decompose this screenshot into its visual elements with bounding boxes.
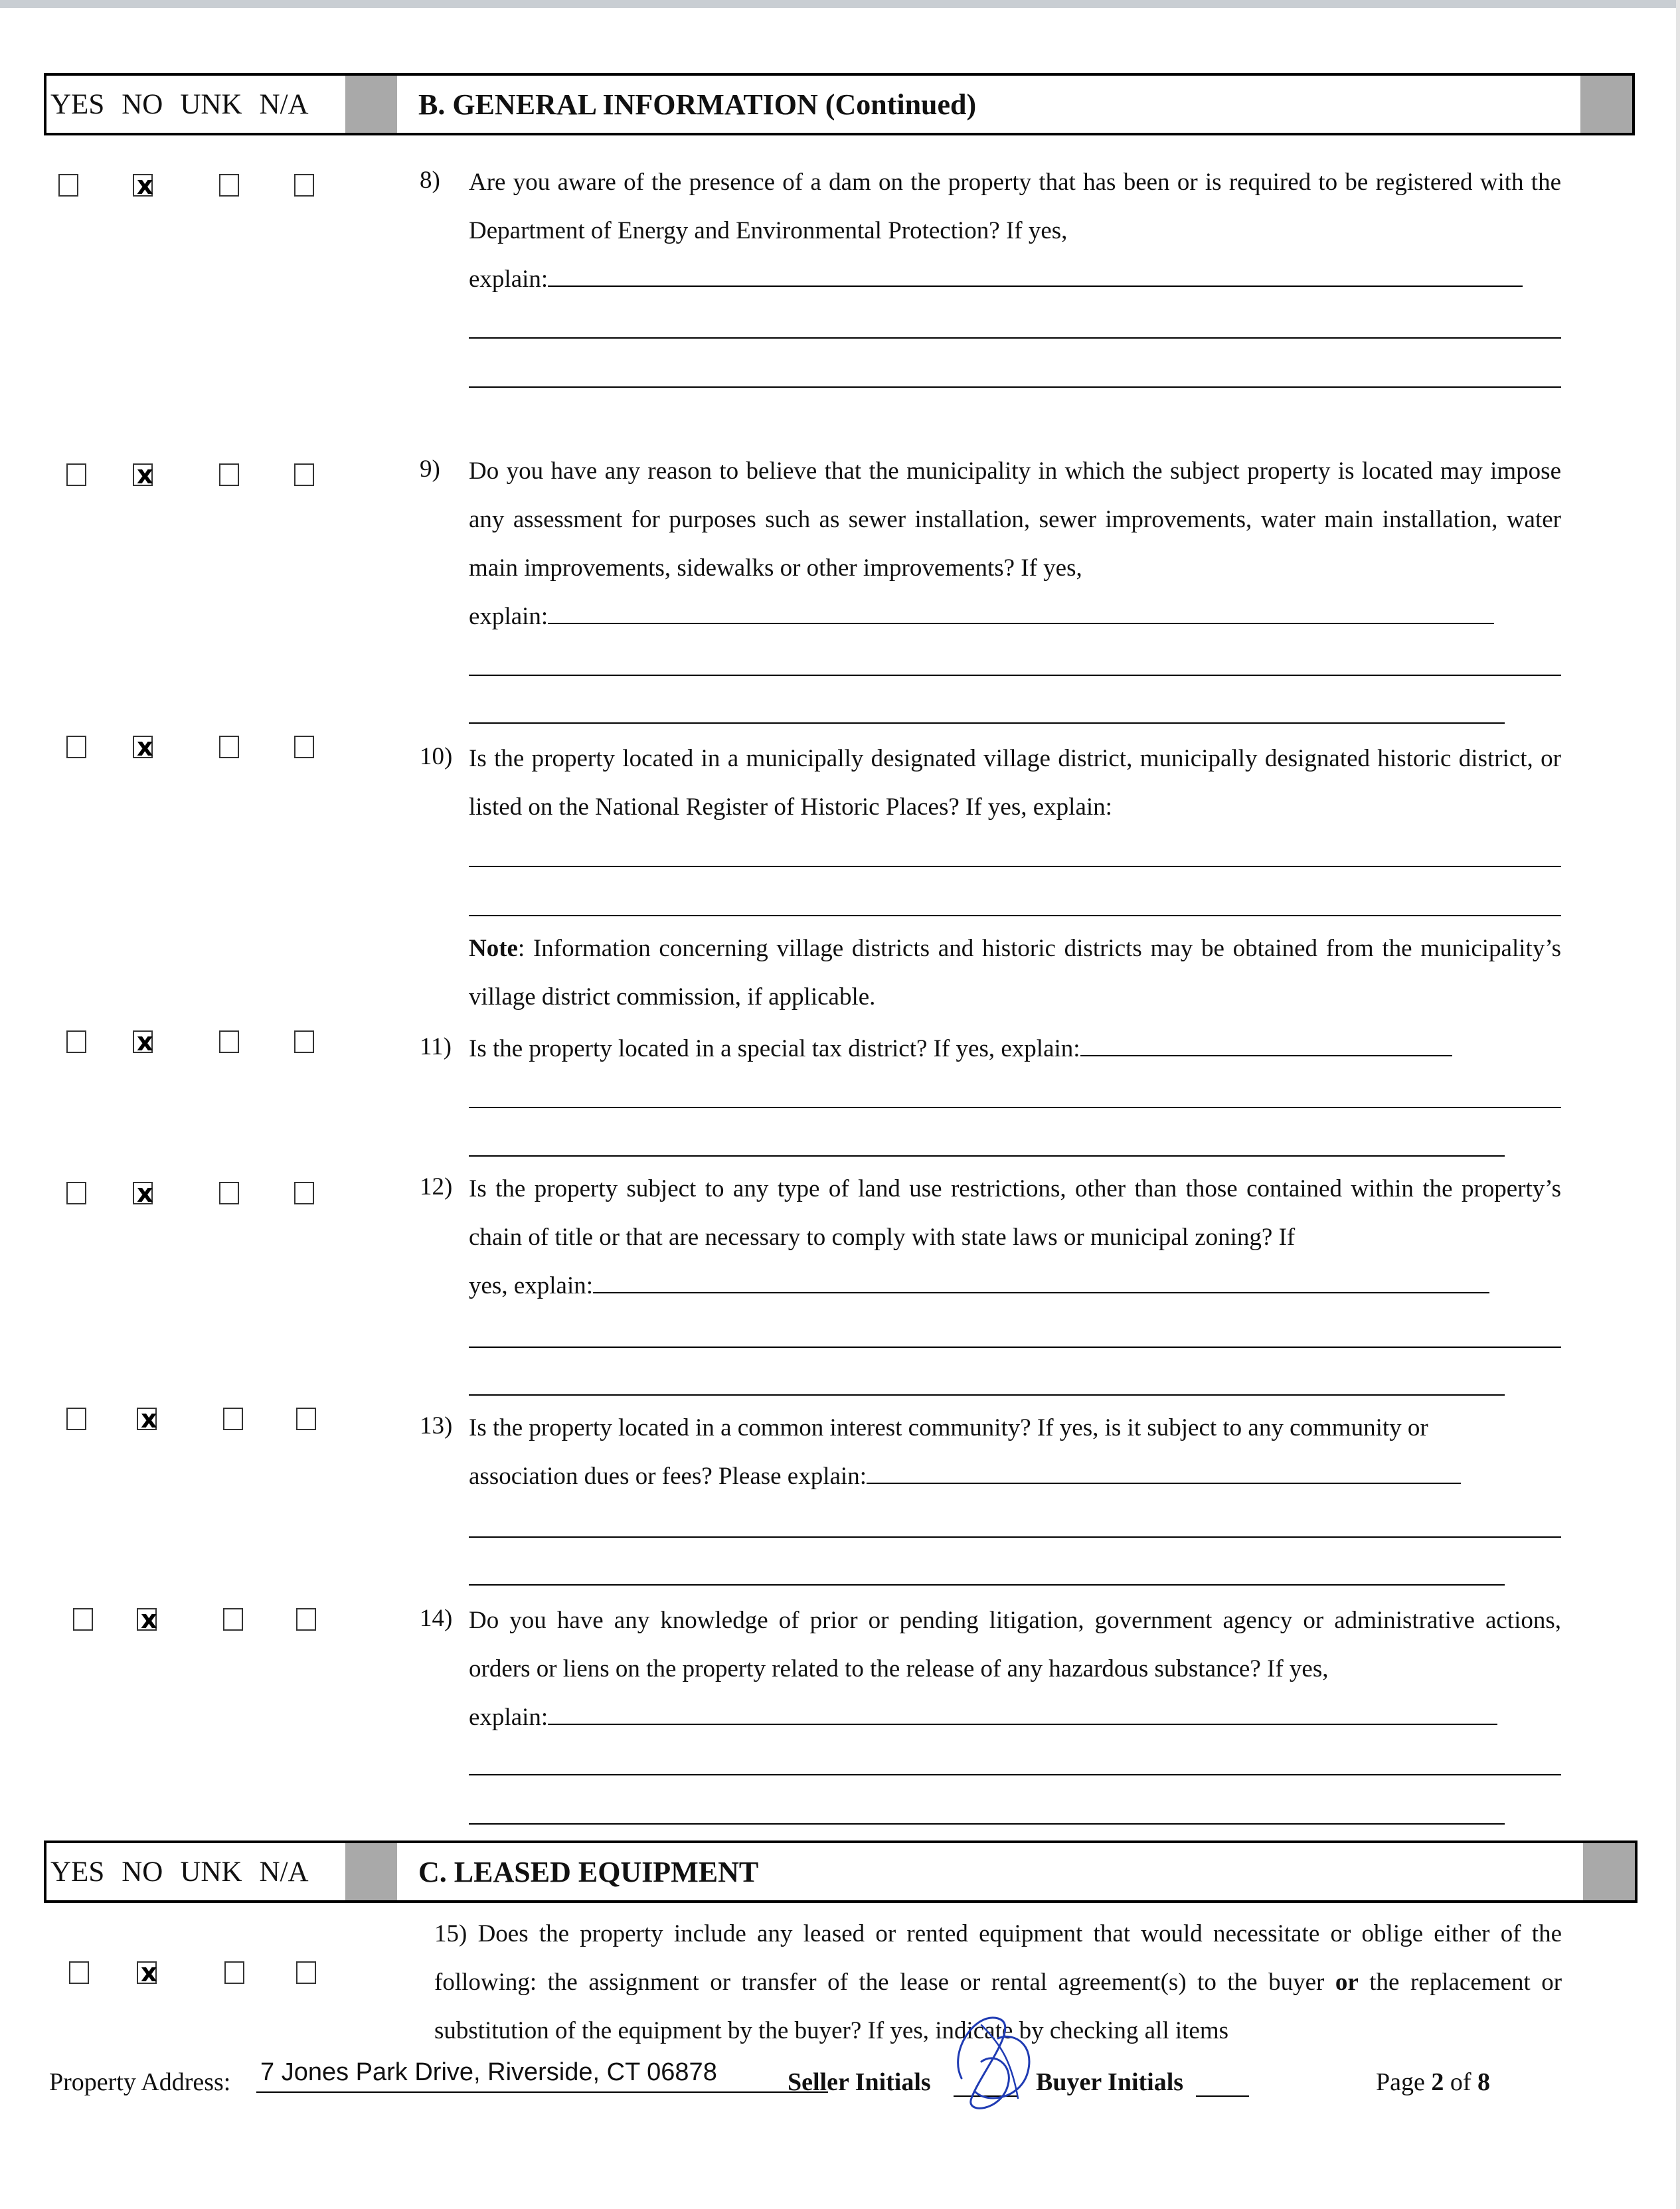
q8-unk-checkbox[interactable] bbox=[219, 174, 239, 197]
q13-unk-checkbox[interactable] bbox=[223, 1408, 243, 1430]
col-na-c: N/A bbox=[259, 1856, 309, 1888]
q15-or: or bbox=[1335, 1969, 1359, 1996]
q12-text-block bbox=[469, 1165, 1561, 1310]
header-shade-left-c bbox=[345, 1843, 397, 1900]
q14-explain-field[interactable] bbox=[548, 1704, 1497, 1725]
q14-yes-checkbox[interactable] bbox=[73, 1608, 93, 1631]
section-c-title: C. LEASED EQUIPMENT bbox=[418, 1855, 759, 1888]
col-no: NO bbox=[122, 88, 163, 120]
header-shade-right bbox=[1580, 76, 1632, 133]
col-no-c: NO bbox=[122, 1856, 163, 1888]
q13-explain-field[interactable] bbox=[867, 1463, 1461, 1484]
section-b-header bbox=[44, 73, 1635, 135]
section-c-header bbox=[44, 1841, 1638, 1903]
q13-number: 13) bbox=[420, 1412, 453, 1439]
q10-unk-checkbox[interactable] bbox=[219, 736, 239, 758]
q12-explain-label: yes, explain: bbox=[469, 1272, 594, 1299]
col-na: N/A bbox=[259, 88, 309, 120]
q8-na-checkbox[interactable] bbox=[294, 174, 314, 197]
q11-no-checkbox[interactable] bbox=[133, 1030, 153, 1053]
q8-yes-checkbox[interactable] bbox=[58, 174, 78, 197]
q13-text-block bbox=[469, 1404, 1561, 1501]
seller-initials-label: Seller Initials bbox=[788, 2068, 931, 2096]
q9-question: Do you have any reason to believe that the municipality in which the subject property is located may impose any assessment for purposes such as sewer installation, sewer improvements, water main installation, water main improvements, sidewalks or other improvements? If yes, bbox=[469, 457, 1561, 582]
q12-question: Is the property subject to any type of land use restrictions, other than those contained within the property’s chain of title or that are necessary to comply with state laws or municipal zoning? If bbox=[469, 1175, 1561, 1251]
buyer-initials-label: Buyer Initials bbox=[1036, 2068, 1184, 2096]
seller-initials-signature bbox=[935, 1999, 1048, 2118]
answer-column-labels bbox=[46, 76, 326, 133]
q12-explain-line-2[interactable] bbox=[469, 1347, 1561, 1348]
scan-right-edge bbox=[1676, 0, 1680, 2209]
q9-no-checkbox[interactable] bbox=[133, 463, 153, 486]
q10-number: 10) bbox=[420, 743, 453, 770]
q12-unk-checkbox[interactable] bbox=[219, 1182, 239, 1204]
q10-no-checkbox[interactable] bbox=[133, 736, 153, 758]
q13-explain-label: association dues or fees? Please explain: bbox=[469, 1463, 867, 1490]
buyer-initials-field[interactable] bbox=[1196, 2095, 1249, 2097]
q15-unk-checkbox[interactable] bbox=[224, 1961, 244, 1984]
header-shade-left bbox=[345, 76, 397, 133]
q13-explain-line-3[interactable] bbox=[469, 1584, 1505, 1586]
q10-na-checkbox[interactable] bbox=[294, 736, 314, 758]
q13-no-checkbox[interactable] bbox=[137, 1408, 157, 1430]
q15-yes-checkbox[interactable] bbox=[69, 1961, 89, 1984]
section-b-title: B. GENERAL INFORMATION (Continued) bbox=[418, 88, 977, 121]
header-shade-right-c bbox=[1583, 1843, 1635, 1900]
q13-explain-line-2[interactable] bbox=[469, 1536, 1561, 1538]
q9-explain-field[interactable] bbox=[548, 603, 1494, 624]
q8-explain-label: explain: bbox=[469, 266, 548, 293]
q15-question-part1: Does the property include any leased or rented equipment that would necessitate or oblige either of the following: the assignment or transfer of the lease or rental agreement(s) to the buyer bbox=[434, 1920, 1562, 1996]
q8-explain-line-2[interactable] bbox=[469, 337, 1561, 339]
q9-explain-label: explain: bbox=[469, 603, 548, 630]
q14-explain-line-2[interactable] bbox=[469, 1774, 1561, 1775]
q11-na-checkbox[interactable] bbox=[294, 1030, 314, 1053]
q12-explain-field[interactable] bbox=[593, 1272, 1489, 1293]
q14-na-checkbox[interactable] bbox=[296, 1608, 316, 1631]
q13-yes-checkbox[interactable] bbox=[66, 1408, 86, 1430]
q11-number: 11) bbox=[420, 1033, 452, 1060]
q11-explain-field[interactable] bbox=[1080, 1035, 1452, 1056]
q10-note-label: Note bbox=[469, 935, 518, 962]
q10-note bbox=[469, 924, 1561, 1021]
answer-column-labels-c bbox=[46, 1843, 326, 1900]
q12-number: 12) bbox=[420, 1173, 453, 1200]
q11-explain-line-3[interactable] bbox=[469, 1155, 1505, 1157]
q10-text-block bbox=[469, 734, 1561, 831]
col-unk: UNK bbox=[180, 88, 242, 120]
col-yes-c: YES bbox=[50, 1856, 105, 1888]
q13-na-checkbox[interactable] bbox=[296, 1408, 316, 1430]
q8-explain-field[interactable] bbox=[548, 266, 1523, 287]
q10-explain-line-2[interactable] bbox=[469, 915, 1561, 916]
q12-explain-line-3[interactable] bbox=[469, 1394, 1505, 1396]
page-number: Page 2 of 8 bbox=[1376, 2068, 1491, 2096]
q11-yes-checkbox[interactable] bbox=[66, 1030, 86, 1053]
q10-yes-checkbox[interactable] bbox=[66, 736, 86, 758]
q9-na-checkbox[interactable] bbox=[294, 463, 314, 486]
q11-text-block bbox=[469, 1024, 1561, 1073]
q8-text-block bbox=[469, 158, 1561, 303]
q15-no-checkbox[interactable] bbox=[137, 1961, 157, 1984]
q9-number: 9) bbox=[420, 455, 440, 483]
q14-unk-checkbox[interactable] bbox=[223, 1608, 243, 1631]
q11-explain-line-2[interactable] bbox=[469, 1107, 1561, 1108]
page-footer bbox=[49, 2058, 1643, 2098]
q13-question: Is the property located in a common interest community? If yes, is it subject to any community or bbox=[469, 1414, 1428, 1441]
q14-number: 14) bbox=[420, 1605, 453, 1632]
q9-explain-line-2[interactable] bbox=[469, 675, 1561, 676]
q12-no-checkbox[interactable] bbox=[133, 1182, 153, 1204]
q9-text-block bbox=[469, 447, 1561, 641]
col-unk-c: UNK bbox=[180, 1856, 242, 1888]
q9-unk-checkbox[interactable] bbox=[219, 463, 239, 486]
q14-question: Do you have any knowledge of prior or pending litigation, government agency or administrative actions, orders or liens on the property related to the release of any hazardous substance? If yes, bbox=[469, 1607, 1561, 1682]
col-yes: YES bbox=[50, 88, 105, 120]
q15-question-part2: the replacement or substitution of the equipment by the buyer? If yes, indicate by checking all items bbox=[434, 1969, 1562, 2044]
q11-question: Is the property located in a special tax district? If yes, explain: bbox=[469, 1035, 1080, 1062]
q8-no-checkbox[interactable] bbox=[133, 174, 153, 197]
q15-na-checkbox[interactable] bbox=[296, 1961, 316, 1984]
q14-no-checkbox[interactable] bbox=[137, 1608, 157, 1631]
property-address-field[interactable]: 7 Jones Park Drive, Riverside, CT 06878 bbox=[256, 2058, 828, 2093]
scan-top-band bbox=[0, 0, 1680, 8]
q9-explain-line-3[interactable] bbox=[469, 722, 1505, 724]
q10-question: Is the property located in a municipally designated village district, municipally designated historic district, or listed on the National Register of Historic Places? If yes, explain: bbox=[469, 745, 1561, 821]
q11-unk-checkbox[interactable] bbox=[219, 1030, 239, 1053]
q8-number: 8) bbox=[420, 167, 440, 194]
q14-explain-label: explain: bbox=[469, 1704, 548, 1731]
q14-explain-line-3[interactable] bbox=[469, 1823, 1505, 1825]
q9-yes-checkbox[interactable] bbox=[66, 463, 86, 486]
q14-text-block bbox=[469, 1596, 1561, 1742]
property-address-label: Property Address: bbox=[49, 2068, 231, 2096]
q12-yes-checkbox[interactable] bbox=[66, 1182, 86, 1204]
q8-question: Are you aware of the presence of a dam on the property that has been or is required to be registered with the Department of Energy and Environmental Protection? If yes, bbox=[469, 169, 1561, 244]
q12-na-checkbox[interactable] bbox=[294, 1182, 314, 1204]
q10-explain-line-1[interactable] bbox=[469, 866, 1561, 867]
q8-explain-line-3[interactable] bbox=[469, 386, 1561, 388]
q15-number: 15) bbox=[434, 1920, 467, 1947]
q10-note-text: : Information concerning village districts and historic districts may be obtained from the municipality’s village district commission, if applicable. bbox=[469, 935, 1561, 1011]
